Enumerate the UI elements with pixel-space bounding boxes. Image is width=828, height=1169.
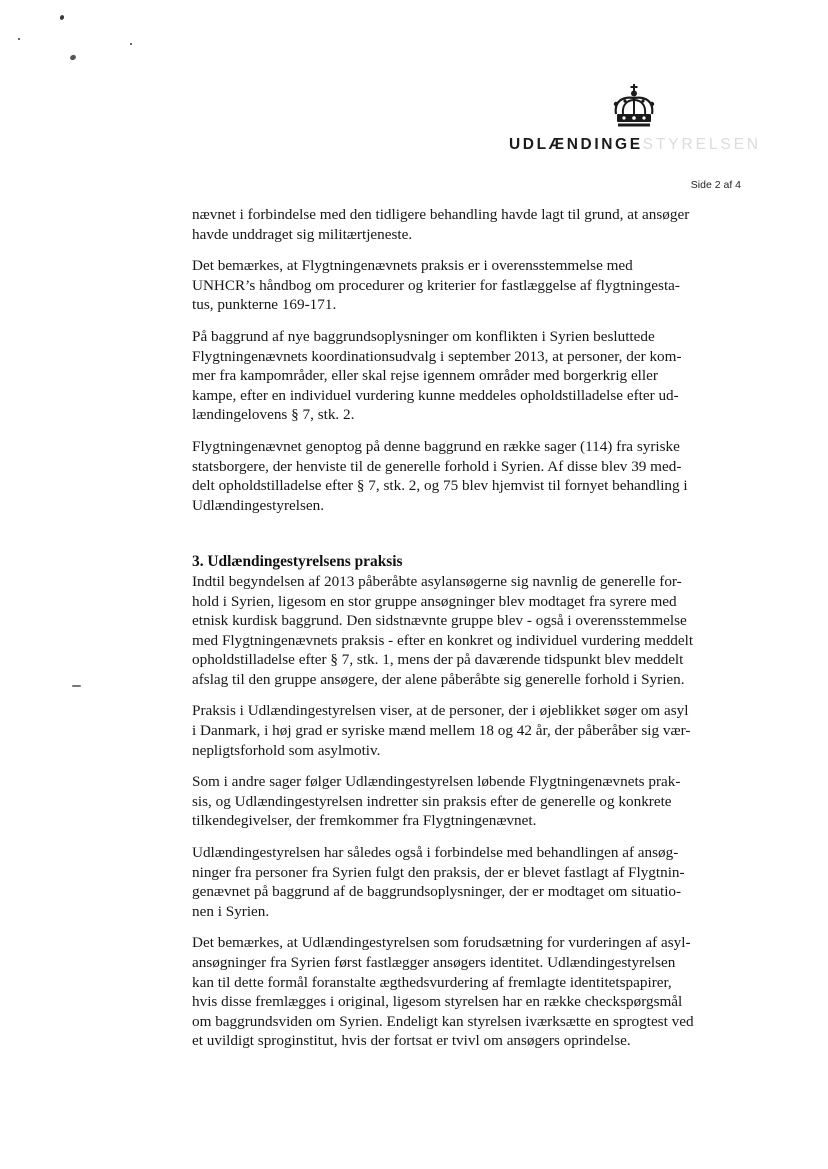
scan-speck: [69, 54, 77, 61]
paragraph: Indtil begyndelsen af 2013 påberåbte asylansøgerne sig navnlig de generelle for- hold i Syrien, ligesom en stor gruppe ansøgninger blev modtaget fra syrere med etnisk kurdisk baggrund. Den sidstnævnte gruppe blev - også i overensstemmelse med Flygtningenævnets praksis - efter en konkret og individuel vurdering meddelt opholdstilladelse efter § 7, stk. 1, mens der på daværende tidspunkt blev meddelt afslag til den gruppe ansøgere, der alene påberåbte sig generelle forhold i Syrien.: [192, 572, 694, 688]
wordmark-secondary: STYRELSEN: [642, 136, 761, 153]
agency-wordmark: [509, 136, 761, 154]
scan-speck: [130, 43, 132, 45]
paragraph: Udlændingestyrelsen har således også i forbindelse med behandlingen af ansøg- ninger fra personer fra Syrien fulgt den praksis, der er blevet fastlagt af Flygtnin- genævnet på baggrund af de baggrundsoplysninger, der er modtaget om situatio- nen i Syrien.: [192, 844, 685, 920]
page-number: Side 2 af 4: [690, 179, 741, 191]
paragraph: Som i andre sager følger Udlændingestyrelsen løbende Flygtningenævnets prak- sis, og Udlændingestyrelsen indretter sin praksis efter de generelle og konkrete tilkendegivelser, der fremkommer fra Flygtningenævnet.: [192, 773, 681, 830]
paragraph: nævnet i forbindelse med den tidligere behandling havde lagt til grund, at ansøger havde unddraget sig militærtjeneste.: [192, 206, 690, 243]
agency-logo: [508, 84, 778, 164]
paragraph: Praksis i Udlændingestyrelsen viser, at de personer, der i øjeblikket søger om asyl i Danmark, i høj grad er syriske mænd mellem 18 og 42 år, der påberåber sig vær- nepligtsforhold som asylmotiv.: [192, 702, 691, 759]
paragraph: Det bemærkes, at Flygtningenævnets praksis er i overensstemmelse med UNHCR’s håndbog om procedurer og kriterier for fastlæggelse af flygtningesta- tus, punkterne 169-171.: [192, 257, 680, 314]
paragraph: Flygtningenævnet genoptog på denne baggrund en række sager (114) fra syriske statsborgere, der henviste til de generelle forhold i Syrien. Af disse blev 39 med- delt opholdstilladelse efter § 7, stk. 2, og 75 blev hjemvist til fornyet behandling i Udlændingestyrelsen.: [192, 437, 688, 514]
scan-speck: [59, 14, 65, 20]
document-body: [192, 205, 748, 1063]
section-heading: 3. Udlændingestyrelsens praksis: [192, 553, 403, 571]
scan-speck: [72, 685, 81, 687]
royal-crown-icon: [612, 84, 656, 130]
paragraph: På baggrund af nye baggrundsoplysninger om konflikten i Syrien besluttede Flygtningenævnets koordinationsudvalg i september 2013, at personer, der kom- mer fra kampområder, eller skal rejse igennem områder med borgerkrig eller kampe, efter en individuel vurdering kunne meddeles opholdstilladelse efter ud- lændingelovens § 7, stk. 2.: [192, 327, 682, 424]
paragraph: Det bemærkes, at Udlændingestyrelsen som forudsætning for vurderingen af asyl- ansøgninger fra Syrien først fastlægger ansøgers identitet. Udlændingestyrelsen kan til dette formål foranstalte ægthedsvurdering af fremlagte identitetspapirer, hvis disse fremlægges i original, ligesom styrelsen har en række checkspørgsmål om baggrundsviden om Syrien. Endeligt kan styrelsen iværksætte en sprogtest ved et uvildigt sproginstitut, hvis der fortsat er tvivl om ansøgers oprindelse.: [192, 934, 694, 1050]
wordmark-primary: UDLÆNDINGE: [509, 136, 643, 153]
scan-speck: [18, 38, 20, 40]
